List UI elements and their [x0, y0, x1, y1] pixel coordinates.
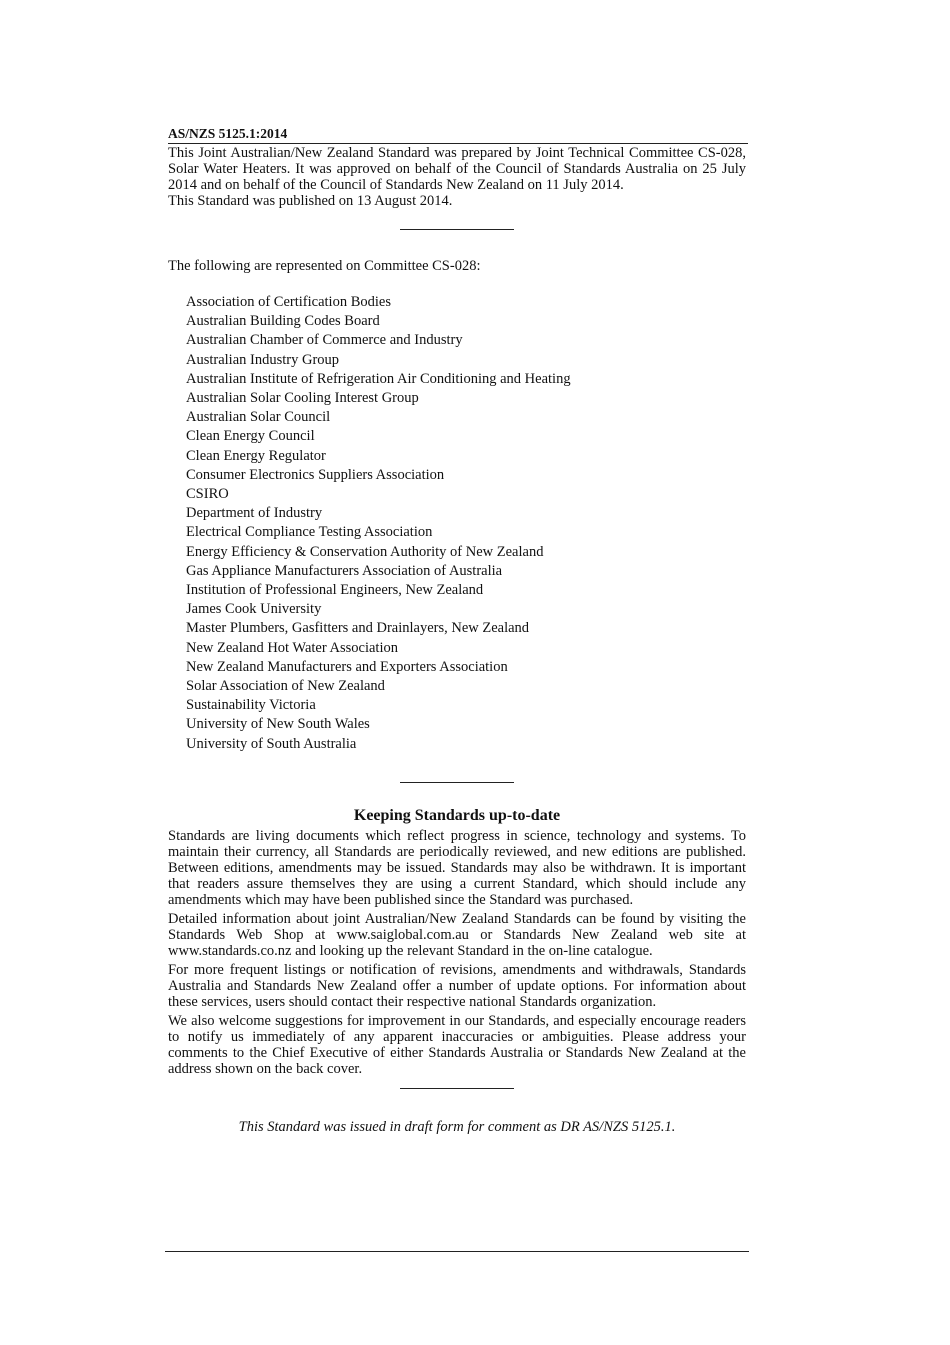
- footer-rule: [165, 1251, 749, 1252]
- committee-member: Sustainability Victoria: [186, 697, 316, 714]
- committee-member: Clean Energy Regulator: [186, 447, 326, 464]
- section-divider: [400, 229, 514, 230]
- body-paragraph: We also welcome suggestions for improvement in our Standards, and especially encourage readers to notify us immediately of any apparent inaccuracies or ambiguities. Please address your comments to the Chief Executive of either Standards Australia or Standards New Zealand at the address shown on the back cover.: [168, 1012, 746, 1077]
- committee-member: New Zealand Manufacturers and Exporters Association: [186, 658, 508, 675]
- committee-member: Solar Association of New Zealand: [186, 678, 385, 695]
- header-rule: [168, 143, 748, 144]
- committee-member: James Cook University: [186, 601, 322, 618]
- committee-member: Electrical Compliance Testing Association: [186, 524, 433, 541]
- committee-intro: The following are represented on Committee CS-028:: [168, 258, 481, 274]
- body-paragraph: Standards are living documents which reflect progress in science, technology and systems. To maintain their currency, all Standards are periodically reviewed, and new editions are published. Between editions, amendments may be issued. Standards may also be withdrawn. It is important that readers assure themselves they are using a current Standard, which should include any amendments which may have been published since the Standard was purchased.: [168, 827, 746, 908]
- committee-member-list: [186, 293, 746, 754]
- body-paragraph: Detailed information about joint Australian/New Zealand Standards can be found by visiting the Standards Web Shop at www.saiglobal.com.au or Standards New Zealand web site at www.standards.co.nz and looking up the relevant Standard in the on-line catalogue.: [168, 910, 746, 959]
- committee-member: New Zealand Hot Water Association: [186, 639, 398, 656]
- committee-member: Consumer Electronics Suppliers Association: [186, 466, 445, 483]
- committee-member: Energy Efficiency & Conservation Authority of New Zealand: [186, 543, 544, 560]
- standard-id: AS/NZS 5125.1:2014: [168, 126, 288, 141]
- committee-member: Australian Industry Group: [186, 351, 340, 368]
- section-divider: [400, 1088, 514, 1089]
- committee-member: CSIRO: [186, 486, 229, 503]
- committee-member: University of New South Wales: [186, 716, 370, 733]
- committee-member: Australian Institute of Refrigeration Air Conditioning and Heating: [186, 370, 571, 387]
- committee-member: Australian Chamber of Commerce and Industry: [186, 332, 463, 349]
- publication-date: This Standard was published on 13 August 2014.: [168, 193, 453, 209]
- body-paragraph: For more frequent listings or notification of revisions, amendments and withdrawals, Standards Australia and Standards New Zealand offer a number of update options. For information about these services, users should contact their respective national Standards organization.: [168, 961, 746, 1010]
- document-page: [168, 126, 746, 1135]
- committee-member: Institution of Professional Engineers, New Zealand: [186, 582, 484, 599]
- draft-note: This Standard was issued in draft form for comment as DR AS/NZS 5125.1.: [238, 1118, 676, 1135]
- committee-member: Association of Certification Bodies: [186, 294, 391, 310]
- section-divider: [400, 782, 514, 783]
- keeping-standards-body: [168, 828, 746, 1077]
- committee-member: Australian Solar Council: [186, 409, 331, 426]
- committee-member: Master Plumbers, Gasfitters and Drainlayers, New Zealand: [186, 620, 530, 637]
- committee-member: Department of Industry: [186, 505, 323, 522]
- keeping-standards-heading: Keeping Standards up-to-date: [353, 806, 561, 824]
- committee-member: Gas Appliance Manufacturers Association of Australia: [186, 562, 503, 579]
- committee-member: Australian Solar Cooling Interest Group: [186, 390, 419, 407]
- committee-member: Australian Building Codes Board: [186, 313, 380, 330]
- committee-member: University of South Australia: [186, 735, 357, 752]
- committee-member: Clean Energy Council: [186, 428, 315, 445]
- approval-statement: This Joint Australian/New Zealand Standard was prepared by Joint Technical Committee CS-028, Solar Water Heaters. It was approved on behalf of the Council of Standards Australia on 25 July 2014 and on behalf of the Council of Standards New Zealand on 11 July 2014.: [168, 145, 746, 193]
